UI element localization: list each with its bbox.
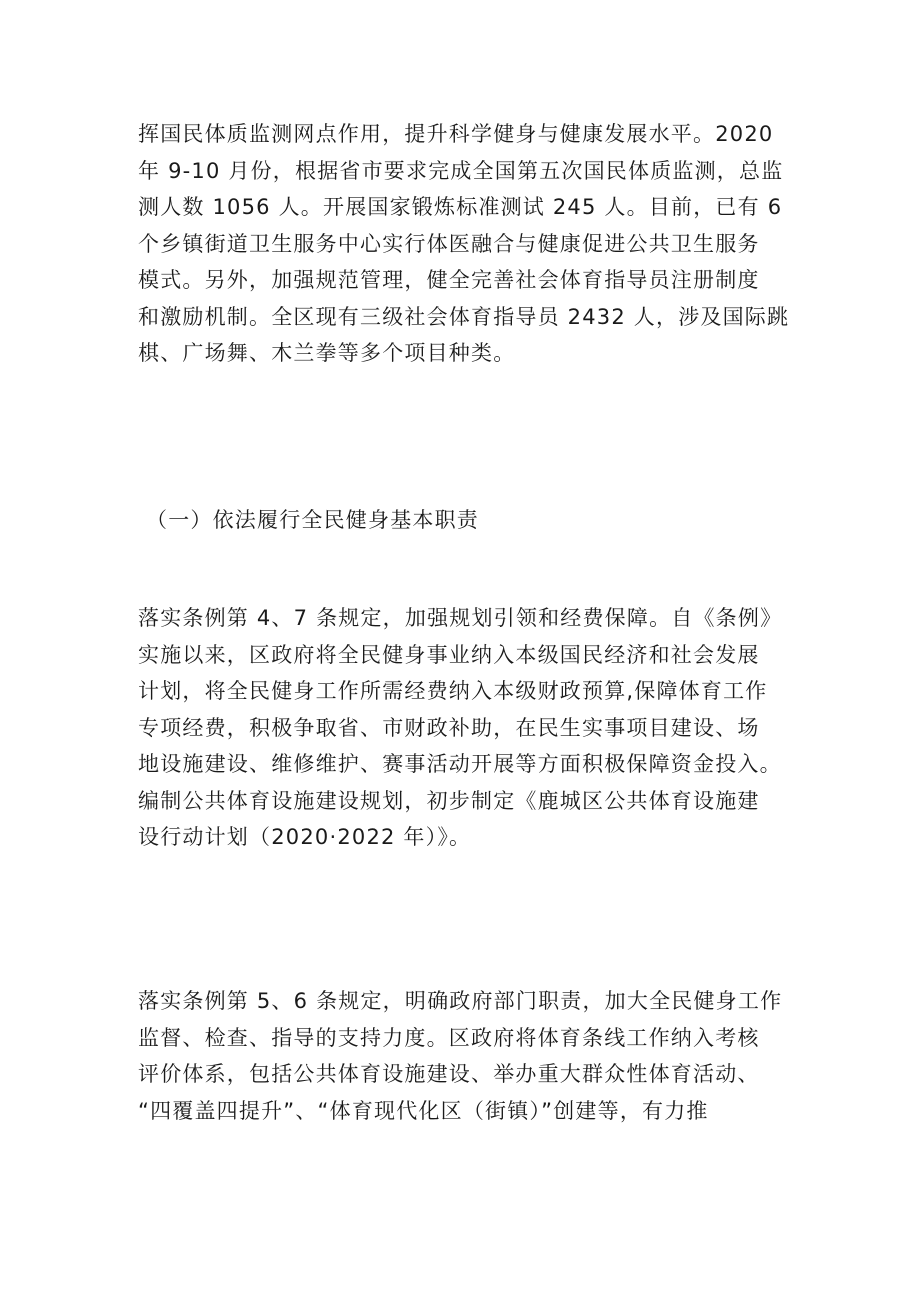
text-line: 实施以来，区政府将全民健身事业纳入本级国民经济和社会发展 [138,642,760,667]
text-line: 计划，将全民健身工作所需经费纳入本级财政预算,保障体育工作 [138,679,768,703]
paragraph-planning-funding [138,600,798,856]
text-line: 落实条例第 5、6 条规定，明确政府部门职责，加大全民健身工作 [138,989,783,1013]
text-line: 棋、广场舞、木兰拳等多个项目种类。 [138,341,516,365]
text-line: 个乡镇街道卫生服务中心实行体医融合与健康促进公共卫生服务 [138,231,760,256]
text-line: 专项经费，积极争取省、市财政补助，在民生实事项目建设、场 [138,715,760,740]
text-line: 监督、检查、指导的支持力度。区政府将体育条线工作纳入考核 [138,1025,760,1050]
text-line: 模式。另外，加强规范管理，健全完善社会体育指导员注册制度 [138,268,760,292]
paragraph-government-duties [138,983,798,1129]
text-line: 地设施建设、维修维护、赛事活动开展等方面积极保障资金投入。 [138,752,782,776]
section-heading-text: （一）依法履行全民健身基本职责 [146,508,479,532]
section-heading [146,502,806,539]
text-line: 评价体系，包括公共体育设施建设、举办重大群众性体育活动、 [138,1062,760,1086]
text-line: 年 9-10 月份，根据省市要求完成全国第五次国民体质监测，总监 [138,158,784,183]
text-line: 设行动计划（2020·2022 年）》。 [138,825,472,849]
text-line: “四覆盖四提升”、“体育现代化区（街镇）”创建等，有力推 [138,1098,709,1123]
text-line: 编制公共体育设施建设规划，初步制定《鹿城区公共体育设施建 [138,788,760,813]
text-line: 落实条例第 4、7 条规定，加强规划引领和经费保障。自《条例》 [138,606,783,630]
text-line: 和激励机制。全区现有三级社会体育指导员 2432 人，涉及国际跳 [138,304,790,329]
text-line: 测人数 1056 人。开展国家锻炼标准测试 245 人。目前，已有 6 [138,195,783,219]
paragraph-physique-monitoring [138,116,798,372]
text-line: 挥国民体质监测网点作用，提升科学健身与健康发展水平。2020 [138,122,774,146]
